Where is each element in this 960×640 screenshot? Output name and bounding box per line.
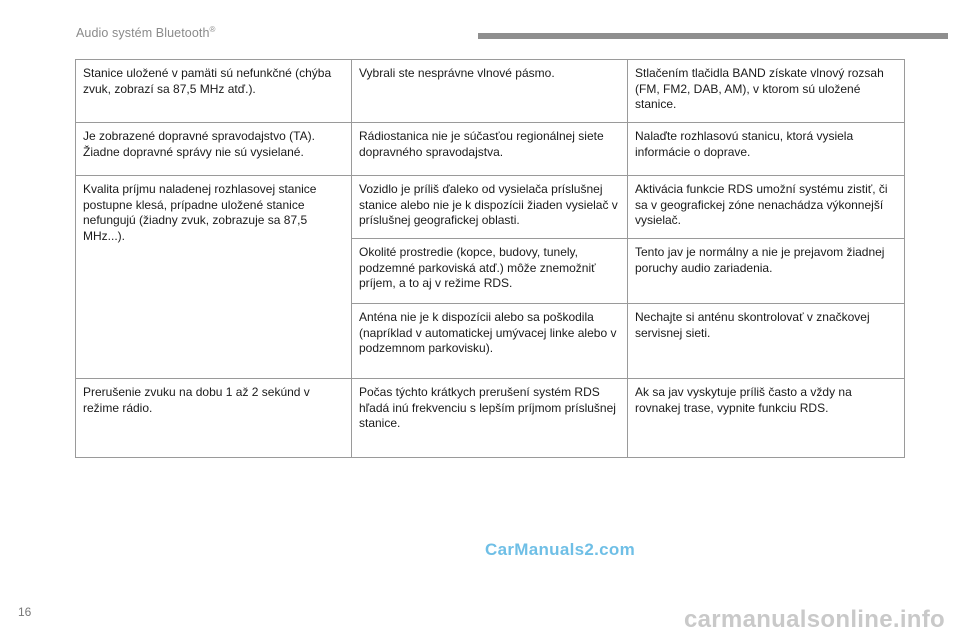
cause-cell: Počas týchto krátkych prerušení systém RDS hľadá inú frekvenciu s lepším príjmom príslušnej stanice. (352, 379, 628, 458)
solution-cell: Tento jav je normálny a nie je prejavom žiadnej poruchy audio zariadenia. (628, 239, 905, 304)
table-row (76, 123, 905, 176)
header-title-text: Audio systém Bluetooth (76, 26, 210, 40)
page-number: 16 (18, 605, 32, 619)
cause-cell: Rádiostanica nie je súčasťou regionálnej siete dopravného spravodajstva. (352, 123, 628, 176)
problem-cell: Prerušenie zvuku na dobu 1 až 2 sekúnd v režime rádio. (76, 379, 352, 458)
cause-cell: Vozidlo je príliš ďaleko od vysielača príslušnej stanice alebo nie je k dispozícii žiaden vysielač v príslušnej geografickej oblasti. (352, 176, 628, 239)
table-row (76, 379, 905, 458)
problem-cell: Stanice uložené v pamäti sú nefunkčné (chýba zvuk, zobrazí sa 87,5 MHz atď.). (76, 60, 352, 123)
solution-cell: Ak sa jav vyskytuje príliš často a vždy na rovnakej trase, vypnite funkciu RDS. (628, 379, 905, 458)
table-row (76, 60, 905, 123)
cause-cell: Anténa nie je k dispozícii alebo sa poškodila (napríklad v automatickej umývacej linke alebo v podzemnom parkovisku). (352, 304, 628, 379)
watermark-carmanualsonline: carmanualsonline.info (684, 606, 946, 633)
cause-cell: Okolité prostredie (kopce, budovy, tunely, podzemné parkoviská atď.) môže znemožniť príjem, a to aj v režime RDS. (352, 239, 628, 304)
problem-cell: Je zobrazené dopravné spravodajstvo (TA). Žiadne dopravné správy nie sú vysielané. (76, 123, 352, 176)
header-divider-bar (478, 33, 948, 39)
solution-cell: Stlačením tlačidla BAND získate vlnový rozsah (FM, FM2, DAB, AM), v ktorom sú uložené stanice. (628, 60, 905, 123)
solution-cell: Nechajte si anténu skontrolovať v značkovej servisnej sieti. (628, 304, 905, 379)
trademark-symbol: ® (209, 24, 216, 34)
solution-cell: Aktivácia funkcie RDS umožní systému zistiť, či sa v geografickej zóne nenachádza výkonnejší vysielač. (628, 176, 905, 239)
solution-cell: Nalaďte rozhlasovú stanicu, ktorá vysiela informácie o doprave. (628, 123, 905, 176)
page-header-title (76, 26, 216, 40)
troubleshooting-table (75, 59, 905, 458)
problem-cell: Kvalita príjmu naladenej rozhlasovej stanice postupne klesá, prípadne uložené stanice nefungujú (žiadny zvuk, zobrazuje sa 87,5 MHz...). (76, 176, 352, 379)
table-row (76, 176, 905, 239)
cause-cell: Vybrali ste nesprávne vlnové pásmo. (352, 60, 628, 123)
watermark-carmanuals2-link[interactable]: CarManuals2.com (485, 540, 635, 559)
